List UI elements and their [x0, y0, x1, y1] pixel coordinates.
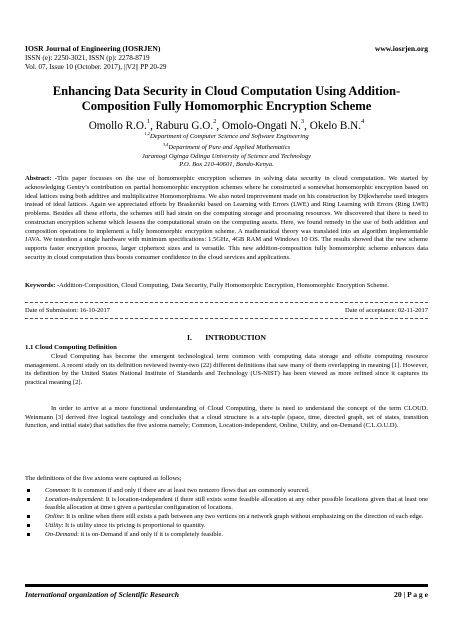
affiliations: [25, 130, 428, 170]
bullet-icon: [27, 533, 30, 536]
intro-paragraph-2: In order to arrive at a more functional understanding of Cloud Computing, there is need to understand the concept of the term CLOUD. Weinmann [3] derived five logical tautology and concludes that a cloud structure is a six-tuple (space, time, directed graph, set of states, transition function, and initial state) that satisfies the five axioms namely; Common, Location-independent, Online, Utility, and on-Demand (C.L.O.U.D).: [25, 405, 428, 430]
intro-paragraph-3: The definitions of the five axioms were captured as follows;: [25, 475, 182, 482]
volume-line: Vol. 07, Issue 10 (October. 2017), ||V2|| PP 20-29: [25, 63, 167, 72]
list-item: Utility: It is utility since its pricing is proportional to quantity.: [25, 522, 428, 531]
author: Omolo-Ongati N.$^3$,: [221, 118, 310, 132]
issn-line: ISSN (e): 2250-3021, ISSN (p): 2278-8719: [25, 53, 150, 62]
keywords-text: Addition-Composition, Cloud Computing, Data Security, Fully Homomorphic Encryption, Homomorphic Encryption Scheme.: [59, 282, 389, 289]
keywords-label: Keywords: -: [25, 282, 60, 289]
affiliation-3: Jaramogi Oginga Odinga University of Science and Technology: [141, 152, 312, 160]
divider-bottom: [25, 318, 428, 319]
bullet-icon: [27, 489, 30, 492]
journal-name: IOSR Journal of Engineering (IOSRJEN): [25, 44, 161, 53]
axiom-list: [25, 487, 428, 539]
bullet-icon: [27, 498, 30, 501]
submission-date: Date of Submission: 16-10-2017: [25, 307, 111, 314]
affiliation-4: P.O. Box 210-40601, Bondo-Kenya.: [179, 161, 274, 169]
abstract-text: This paper focusses on the use of homomorphic encryption schemes in solving data security in cloud computation. We started by acknowledging Gentry’s contribution on partial homomorphic encryption schemes where he constructed a somewhat homomorphic encryption based on ideal lattices using both additive and multiplicative Homomorphisms. We also noted improvement made on his construction by Dijkwherehe used integers instead of ideal lattices. Again we appreciated efforts by Braskerski based on Learning with Errors (LWE) and Ring Learning with Errors (Ring LWE) problems. Besides all these efforts, the schemes still had strain on the computing storage and processing resources. We discovered that there is need to constructan encryption scheme which lessens the computational strain on the computing assets. Here, we found remedy in the use of both addition and composition operations to implement a fully homomorphic encryption scheme. A mathematical theory was translated into an algorithm implementable JAVA. We testedion a single hardware with minimum specifications: 1.5GHz, 4GB RAM and Windows 10 OS. The results showed that the new scheme supports faster encryption process, larger ciphertext sizes and is versatile. This new addition-composition fully homomorphic scheme enhances data security in cloud computation thus boosts consumer confidence in the cloud services and applications.: [25, 175, 428, 261]
footer-organization: International organization of Scientific Research: [25, 590, 180, 599]
journal-website: www.iosrjen.org: [374, 44, 428, 53]
subsection-heading: 1.1 Cloud Computing Definition: [25, 344, 117, 351]
divider-top: [25, 302, 428, 303]
footer-rule: [25, 584, 428, 587]
author: Omollo R.O.$^1$,: [88, 118, 156, 132]
list-item: Online: It is online when there still exists a path between any two vertices on a network graph without emphasizing on the direction of each edge.: [25, 513, 428, 522]
title-line-2: Composition Fully Homomorphic Encryption Scheme: [81, 98, 372, 113]
abstract-label: Abstract: -: [25, 175, 58, 182]
page-number: 20 | P a g e: [394, 590, 428, 599]
list-item: Common: It is common if and only if there are at least two nonzero flows that are commonly sourced.: [25, 487, 428, 496]
section-heading: [25, 333, 428, 342]
page-footer: [25, 590, 428, 599]
bullet-icon: [27, 524, 30, 527]
section-title: INTRODUCTION: [205, 333, 266, 342]
keywords: [25, 282, 428, 291]
affiliation-1: $^{1,2}$Department of Computer Science and Software Engineering: [144, 131, 309, 140]
section-number: I.: [187, 333, 192, 342]
dates-row: [25, 307, 428, 314]
paper-page: [25, 0, 428, 640]
paper-title: [25, 84, 428, 113]
author: Raburu G.O.$^2$,: [155, 118, 222, 132]
bullet-icon: [27, 515, 30, 518]
affiliation-2: $^{3,4}$Department of Pure and Applied Mathematics: [162, 142, 291, 152]
list-item: On-Demand: it is on-Demand if and only if it is completely feasible.: [25, 531, 428, 540]
acceptance-date: Date of acceptance: 02-11-2017: [345, 307, 428, 314]
title-line-1: Enhancing Data Security in Cloud Computation Using Addition-: [52, 84, 401, 98]
journal-header: [25, 44, 428, 73]
list-item: Location-independent: It is location-independent if there still exists some feasible allocation at any other possible locations given that at least one feasible allocation at time t given a particular configuration of locations.: [25, 496, 428, 513]
intro-paragraph-1: Cloud Computing has become the emergent technological term common with computing data storage and offsite computing resource management. A recent study on its definition reviewed twenty-two (22) different definitions that saw many of them overlapping in meaning [1]. However, its definition by the United States National Institute of Standards and Technology (US-NIST) has been viewed as more refined since it captures its practical meaning [2].: [25, 353, 428, 387]
abstract: [25, 175, 428, 263]
author: Okelo B.N.$^4$: [309, 118, 365, 132]
